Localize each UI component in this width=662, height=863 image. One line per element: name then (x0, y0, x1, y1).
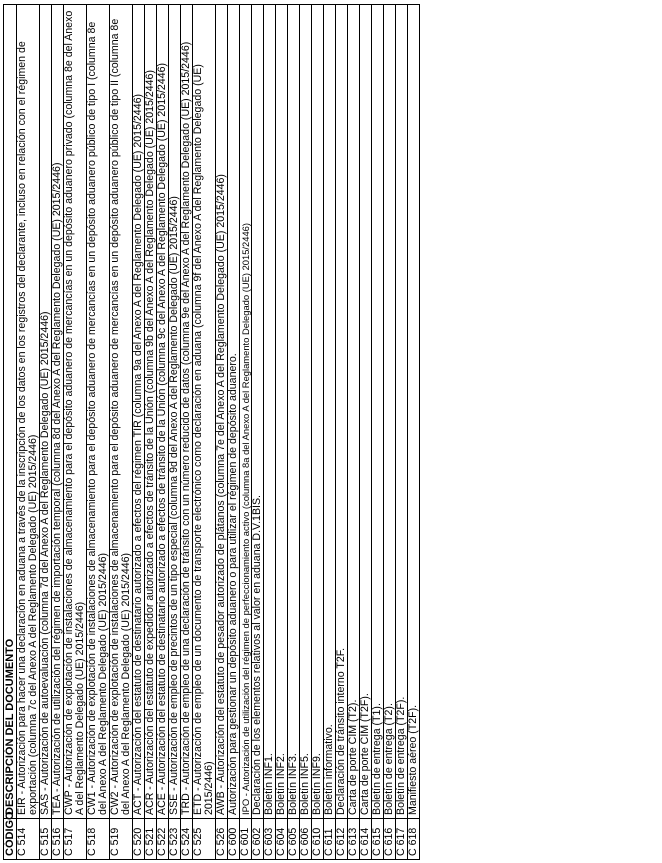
table-row (288, 5, 300, 860)
row-description: ETD - Autorización de empleo de un documento de transporte electrónico como declaración en aduana (columna 9f del Anexo A del Reglamento Delegado (UE) 2015/2446) (193, 5, 216, 819)
row-description: Boletín INF9. (312, 5, 324, 819)
row-code: C 617 (396, 819, 408, 860)
row-description: ACE - Autorización del estatuto de destinatario autorizado a efectos de tránsito de la Unión (columna 9c del Anexo A del Reglamento Delegado (UE) 2015/2446) (157, 5, 169, 819)
row-code: C 615 (372, 819, 384, 860)
row-code: C 521 (145, 819, 157, 860)
row-code: C 525 (193, 819, 216, 860)
row-description: IPO - Autorización de utilización del régimen de perfeccionamiento activo (columna 8a del Anexo A del Reglamento Delegado (UE) 2015/2446) (240, 5, 252, 819)
row-code: C 519 (110, 819, 133, 860)
row-code: C 515 (40, 819, 52, 860)
row-code: C 514 (17, 819, 40, 860)
row-description: Boletín de entrega (T2F). (396, 5, 408, 819)
row-code: C 517 (64, 819, 87, 860)
table-row (110, 5, 133, 860)
row-code: C 604 (276, 819, 288, 860)
table-row (348, 5, 360, 860)
table-row (336, 5, 348, 860)
table-row (169, 5, 181, 860)
row-code: C 606 (300, 819, 312, 860)
table-row (300, 5, 312, 860)
table-row (384, 5, 396, 860)
table-row (372, 5, 384, 860)
row-code: C 602 (252, 819, 264, 860)
table-row (87, 5, 110, 860)
table-row (145, 5, 157, 860)
row-description: Boletín informativo. (324, 5, 336, 819)
row-code: C 516 (52, 819, 64, 860)
row-code: C 613 (348, 819, 360, 860)
row-description: Declaración de los elementos relativos al valor en aduana D.V.1BIS. (252, 5, 264, 819)
table-row (64, 5, 87, 860)
row-code: C 618 (408, 819, 420, 860)
row-description: EIR - Autorización para hacer una declaración en aduana a través de la inscripción de los datos en los registros del declarante, incluso en relación con el régimen de exportación (columna 7c del Anexo A del Reglamento Delegado (UE) 2015/2446) (17, 5, 40, 819)
table-row (408, 5, 420, 860)
table-row (40, 5, 52, 860)
row-description: Declaración de tránsito interno T2F. (336, 5, 348, 819)
table-row (181, 5, 193, 860)
table-header-row (4, 5, 17, 860)
table-row (396, 5, 408, 860)
row-description: ACT - Autorización del estatuto de destinatario autorizado a efectos del régimen TIR (columna 9a del Anexo A del Reglamento Delegado (UE) 2015/2446) (133, 5, 145, 819)
row-code: C 612 (336, 819, 348, 860)
table-row (252, 5, 264, 860)
row-code: C 605 (288, 819, 300, 860)
table-row (360, 5, 372, 860)
row-code: C 518 (87, 819, 110, 860)
row-description: TRD - Autorización de empleo de una declaración de tránsito con un número reducido de datos (columna 9e del Anexo A del Reglamento Delegado (UE) 2015/2446) (181, 5, 193, 819)
row-description: Boletín de entrega (T2). (384, 5, 396, 819)
row-description: Carta de porte CIM (T2). (348, 5, 360, 819)
header-description: DESCRIPCIÓN DEL DOCUMENTO (4, 5, 17, 819)
row-code: C 520 (133, 819, 145, 860)
table-row (276, 5, 288, 860)
table-row (312, 5, 324, 860)
table-row (17, 5, 40, 860)
row-code: C 601 (240, 819, 252, 860)
row-description: SAS - Autorización de autoevaluación (columna 7d del Anexo A del Reglamento Delegado (UE) 2015/2446) (40, 5, 52, 819)
row-code: C 526 (216, 819, 228, 860)
row-description: AWB - Autorización del estatuto de pesador autorizado de plátanos (columna 7e del Anexo A del Reglamento Delegado (UE) 2015/2446) (216, 5, 228, 819)
table-row (324, 5, 336, 860)
document-codes-table (3, 4, 420, 860)
table-row (193, 5, 216, 860)
row-description: CW2 - Autorización de explotación de instalaciones de almacenamiento para el depósito aduanero de mercancías en un depósito aduanero público de tipo II (columna 8e del Anexo A del Reglamento Delegado (UE) 2015/2446) (110, 5, 133, 819)
table-row (240, 5, 252, 860)
row-description: Boletín INF5. (300, 5, 312, 819)
table-row (228, 5, 240, 860)
row-description: Boletín de entrega (T1). (372, 5, 384, 819)
row-description: ACR - Autorización del estatuto de expedidor autorizado a efectos de tránsito de la Unión (columna 9b del Anexo A del Reglamento Delegado (UE) 2015/2446) (145, 5, 157, 819)
row-code: C 611 (324, 819, 336, 860)
table-body (17, 5, 420, 860)
row-description: Boletín INF1. (264, 5, 276, 819)
table-row (216, 5, 228, 860)
row-description: Manifiesto aéreo (T2F). (408, 5, 420, 819)
row-code: C 524 (181, 819, 193, 860)
row-description: CWP - Autorización de explotación de instalaciones de almacenamiento para el depósito aduanero de mercancías en un depósito aduanero privado (columna 8e del Anexo A del Reglamento Delegado (UE) 2015/2446) (64, 5, 87, 819)
row-code: C 610 (312, 819, 324, 860)
row-code: C 614 (360, 819, 372, 860)
header-code: CÓDIGO (4, 819, 17, 860)
row-code: C 616 (384, 819, 396, 860)
row-code: C 600 (228, 819, 240, 860)
row-code: C 522 (157, 819, 169, 860)
row-description: SSE - Autorización de empleo de precintos de un tipo especial (columna 9d del Anexo A del Reglamento Delegado (UE) 2015/2446) (169, 5, 181, 819)
rotated-document-page (3, 4, 658, 860)
row-description: Boletín INF2. (276, 5, 288, 819)
row-description: TEA - Autorización de utilización del régimen de importación temporal (columna 8d del Anexo A del Reglamento Delegado (UE) 2015/2446) (52, 5, 64, 819)
row-description: CW1 - Autorización de explotación de instalaciones de almacenamiento para el depósito aduanero de mercancías en un depósito aduanero público de tipo I (columna 8e del Anexo A del Reglamento Delegado (UE) 2015/2446) (87, 5, 110, 819)
table-row (52, 5, 64, 860)
row-description: Carta de porte CIM (T2F). (360, 5, 372, 819)
table-row (264, 5, 276, 860)
row-description: Autorización para gestionar un depósito aduanero o para utilizar el régimen de depósito aduanero. (228, 5, 240, 819)
row-description: Boletín INF3. (288, 5, 300, 819)
table-row (157, 5, 169, 860)
table-row (133, 5, 145, 860)
row-code: C 523 (169, 819, 181, 860)
row-code: C 603 (264, 819, 276, 860)
